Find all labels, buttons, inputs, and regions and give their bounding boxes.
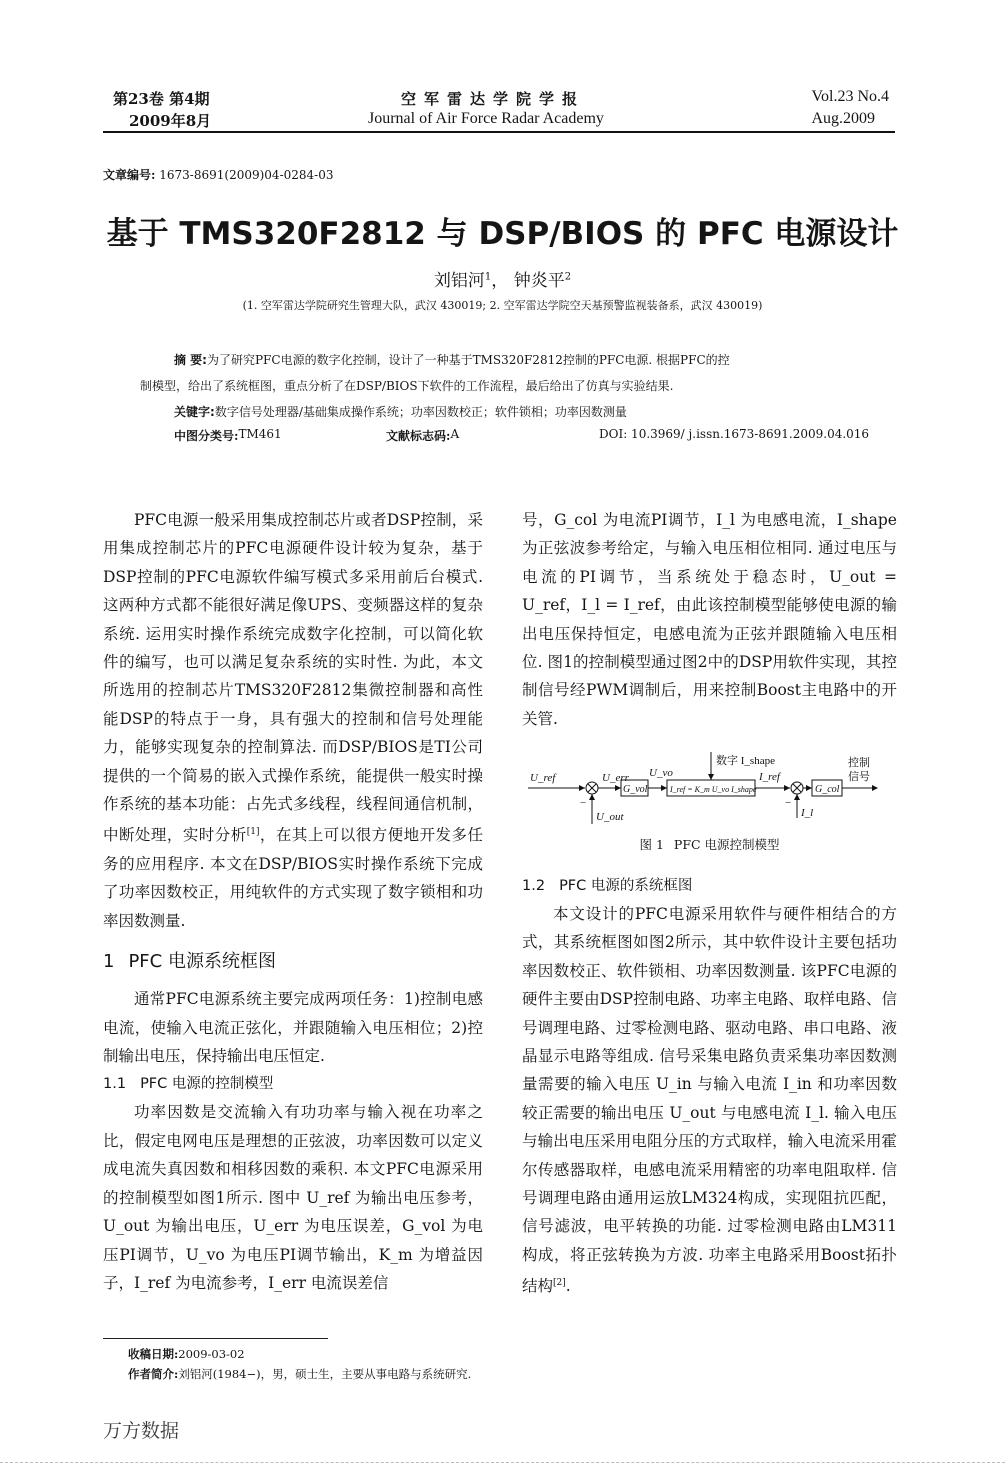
multiplier-block: I_ref = K_m U_vo I_shape [670, 785, 757, 794]
watermark-logo: 万方数据 [103, 1420, 180, 1442]
intro-paragraph: PFC电源一般采用集成控制芯片或者DSP控制，采用集成控制芯片的PFC电源硬件设计较为复杂，基于DSP控制的PFC电源软件编写模式多采用前后台模式. 这两种方式都不能很好满足像UPS、变频器这样的复杂系统. 运用实时操作系统完成数字化控制，可以简化软件的编写，也可以满足复杂系统的实时性. 为此，本文所选用的控制芯片TMS320F2812集微控制器和高性能DSP的特点于一身，具有强大的控制和信号处理能力，能够实现复杂的控制算法. 而DSP/BIOS是TI公司提供的一个简易的嵌入式操作系统，能提供一般实时操作系统的基本功能：占先式多线程，线程间通信机制，中断处理，实时分析[1]，在其上可以很方便地开发多任务的应用程序. 本文在DSP/BIOS实时操作系统下完成了功率因数校正，用纯软件的方式实现了数字锁相和功率因数测量. [103, 511, 483, 930]
il-label: I_l [801, 807, 814, 819]
minus-sign-2: − [785, 797, 792, 809]
received-date: 收稿日期:2009-03-02 [128, 1347, 245, 1361]
left-column [103, 506, 483, 1297]
uerr-label: U_err [602, 772, 629, 784]
abstract-label: 摘 要: [174, 353, 207, 367]
gcol-block: G_col [815, 784, 840, 795]
right-column-lower [522, 872, 897, 1301]
control-signal-label-1: 控制 [848, 757, 870, 769]
uvo-label: U_vo [649, 767, 673, 779]
iref-label: I_ref [759, 771, 780, 783]
keywords-label: 关键字: [174, 405, 215, 419]
volume-issue-en: Vol.23 No.4 [811, 88, 889, 105]
figure-1-caption: 图 1 PFC 电源控制模型 [639, 837, 780, 852]
right-column [522, 506, 897, 733]
section-heading-1: 1 PFC 电源系统框图 [103, 951, 276, 973]
uout-label: U_out [596, 811, 624, 823]
doi: DOI: 10.3969/ j.issn.1673-8691.2009.04.016 [599, 427, 870, 441]
uref-label: U_ref [530, 772, 556, 784]
affiliations: (1. 空军雷达学院研究生管理大队，武汉 430019; 2. 空军雷达学院空天基预警监视装备系，武汉 430019) [242, 299, 763, 312]
abstract [140, 347, 862, 425]
author-bio: 作者简介:刘铝河(1984−)，男，硕士生，主要从事电路与系统研究. [128, 1367, 472, 1381]
abstract-text-2: 制模型，给出了系统框图，重点分析了在DSP/BIOS下软件的工作流程，最后给出了仿真与实验结果. [140, 379, 674, 393]
page-bottom-edge [0, 1462, 1005, 1463]
minus-sign-1: − [580, 797, 587, 809]
footnote-rule [103, 1338, 328, 1339]
running-header [103, 86, 895, 132]
keywords: 数字信号处理器/基础集成操作系统；功率因数校正；软件锁相；功率因数测量 [214, 405, 627, 419]
journal-name-cn: 空军雷达学院学报 [401, 90, 586, 108]
article-number: 文章编号: 1673-8691(2009)04-0284-03 [103, 168, 334, 182]
subsection1-1-paragraph: 功率因数是交流输入有功功率与输入视在功率之比，假定电网电压是理想的正弦波，功率因数可以定义成电流失真因数和相移因数的乘积. 本文PFC电源采用的控制模型如图1所示. 图中 U_ref 为输出电压参考，U_out 为输出电压，U_err 为电压误差，G_vol 为电压PI调节，U_vo 为电压PI调节输出，K_m 为增益因子，I_ref 为电流参考，I_err 电流误差信 [103, 1103, 483, 1292]
volume-issue: 第23卷 第4期 [113, 90, 210, 108]
abstract-text-1: 为了研究PFC电源的数字化控制，设计了一种基于TMS320F2812控制的PFC电源. 根据PFC的控 [206, 353, 730, 367]
subsection1-2-paragraph: 本文设计的PFC电源采用软件与硬件相结合的方式，其系统框图如图2所示，其中软件设计主要包括功率因数校正、软件锁相、功率因数测量. 该PFC电源的硬件主要由DSP控制电路、功率主电路、取样电路、信号调理电路、过零检测电路、驱动电路、串口电路、液晶显示电路等组成. 信号采集电路负责采集功率因数测量需要的输入电压 U_in 与输入电流 I_in 和功率因数较正需要的输出电压 U_out 与电感电流 I_l. 输入电压与输出电压采用电阻分压的方式取样，输入电流采用霍尔传感器取样，电感电流采用精密的功率电阻取样. 信号调理电路由通用运放LM324构成，实现阻抗匹配，信号滤波，电平转换的功能. 过零检测电路由LM311构成，将正弦转换为方波. 功率主电路采用Boost拓扑结构[2]. [522, 905, 897, 1296]
classification-line: 中图分类号: TM461 文献标志码: A DOI: 10.3969/ j.issn.1673-8691.2009.04.016 [174, 427, 870, 443]
paper-title: 基于 TMS320F2812 与 DSP/BIOS 的 PFC 电源设计 [106, 216, 899, 252]
issue-date-en: Aug.2009 [811, 110, 875, 127]
journal-name-en: Journal of Air Force Radar Academy [368, 110, 604, 127]
ishape-label: 数字 I_shape [716, 755, 775, 767]
continued-paragraph: 号，G_col 为电流PI调节，I_l 为电感电流，I_shape 为正弦波参考给定，与输入电压相位相同. 通过电压与电流的PI调节，当系统处于稳态时，U_out = U_ref，I_l = I_ref，由此该控制模型能够使电源的输出电压保持恒定，电感电流为正弦并跟随输入电压相位. 图1的控制模型通过图2中的DSP用软件实现，其控制信号经PWM调制后，用来控制Boost主电路中的开关管. [522, 511, 897, 728]
subsection-heading-1-1: 1.1 PFC 电源的控制模型 [103, 1076, 274, 1093]
authors: 刘铝河$^1$， 钟炎平$^2$ [433, 271, 572, 291]
header-rule [103, 131, 895, 133]
subsection-heading-1-2: 1.2 PFC 电源的系统框图 [522, 878, 693, 894]
issue-date: 2009年8月 [129, 112, 212, 130]
section1-paragraph: 通常PFC电源系统主要完成两项任务：1)控制电感电流，使输入电流正弦化，并跟随输入电压相位；2)控制输出电压，保持输出电压恒定. [103, 990, 483, 1066]
control-signal-label-2: 信号 [848, 771, 870, 783]
gvol-block: G_vol [623, 784, 648, 795]
